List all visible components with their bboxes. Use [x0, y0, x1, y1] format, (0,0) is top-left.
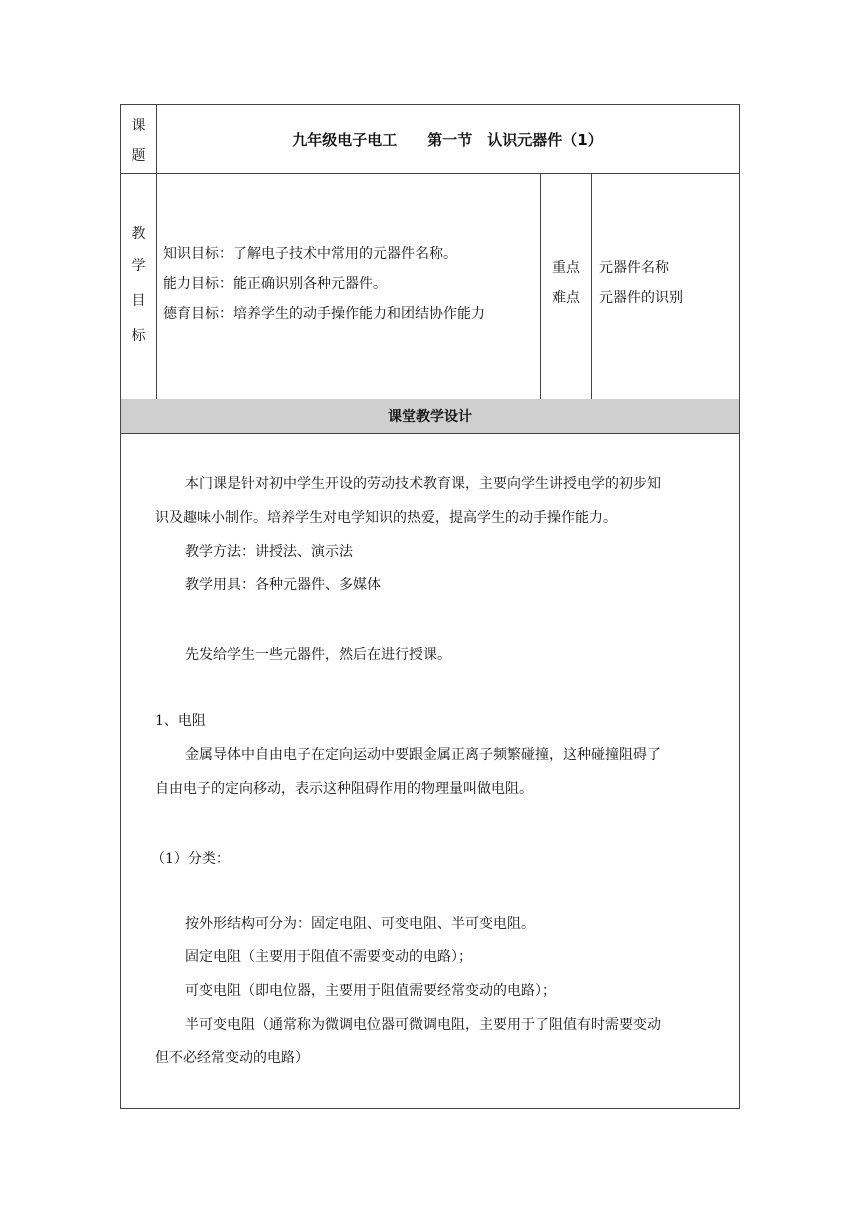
key-label: 重点	[552, 260, 580, 276]
paragraph-line: 按外形结构可分为：固定电阻、可变电阻、半可变电阻。	[185, 916, 535, 932]
paragraph-line: 自由电子的定向移动，表示这种阻碍作用的物理量叫做电阻。	[155, 781, 533, 797]
section-band: 课堂教学设计	[121, 399, 739, 434]
section-heading: 1、电阻	[155, 713, 206, 729]
paragraph-line: 先发给学生一些元器件，然后在进行授课。	[185, 647, 451, 663]
key-label-cell	[540, 173, 592, 399]
difficulty-item: 元器件的识别	[599, 290, 683, 306]
paragraph-line: 本门课是针对初中学生开设的劳动技术教育课，主要向学生讲授电学的初步知	[185, 476, 661, 492]
key-item: 元器件名称	[599, 260, 669, 276]
title-row	[121, 105, 739, 174]
title-label-char: 题	[131, 148, 146, 164]
goal-label-cell	[121, 173, 157, 399]
goals-row	[121, 173, 739, 400]
key-items	[599, 253, 683, 313]
paragraph-line: 教学方法：讲授法、演示法	[185, 544, 353, 560]
goals-list	[163, 239, 485, 329]
goal-label-char: 学	[131, 258, 146, 274]
lesson-title: 九年级电子电工 第一节 认识元器件（1）	[292, 130, 603, 149]
title-label-char: 课	[131, 118, 146, 134]
paragraph-line: 可变电阻（即电位器，主要用于阻值需要经常变动的电路）；	[185, 983, 556, 999]
paragraph-line: 识及趣味小制作。培养学生对电学知识的热爱，提高学生的动手操作能力。	[155, 510, 617, 526]
subsection-heading: （1）分类：	[151, 851, 230, 867]
goal-label-char: 标	[131, 328, 146, 344]
goal-label-char: 教	[131, 226, 146, 242]
goal-label-char: 目	[131, 293, 146, 309]
paragraph-line: 半可变电阻（通常称为微调电位器可微调电阻，主要用于了阻值有时需要变动	[185, 1017, 661, 1033]
paragraph-line: 金属导体中自由电子在定向运动中要跟金属正离子频繁碰撞，这种碰撞阻碍了	[185, 747, 661, 763]
goal-knowledge: 知识目标：了解电子技术中常用的元器件名称。	[163, 246, 457, 262]
goal-moral: 德育目标：培养学生的动手操作能力和团结协作能力	[163, 306, 485, 322]
difficulty-label: 难点	[552, 290, 580, 306]
paragraph-line: 但不必经常变动的电路）	[155, 1050, 309, 1066]
title-label-cell	[121, 105, 157, 173]
paragraph-line: 固定电阻（主要用于阻值不需要变动的电路）；	[185, 949, 472, 965]
goal-ability: 能力目标：能正确识别各种元器件。	[163, 276, 387, 292]
lesson-table	[120, 104, 740, 1109]
paragraph-line: 教学用具：各种元器件、多媒体	[185, 577, 381, 593]
